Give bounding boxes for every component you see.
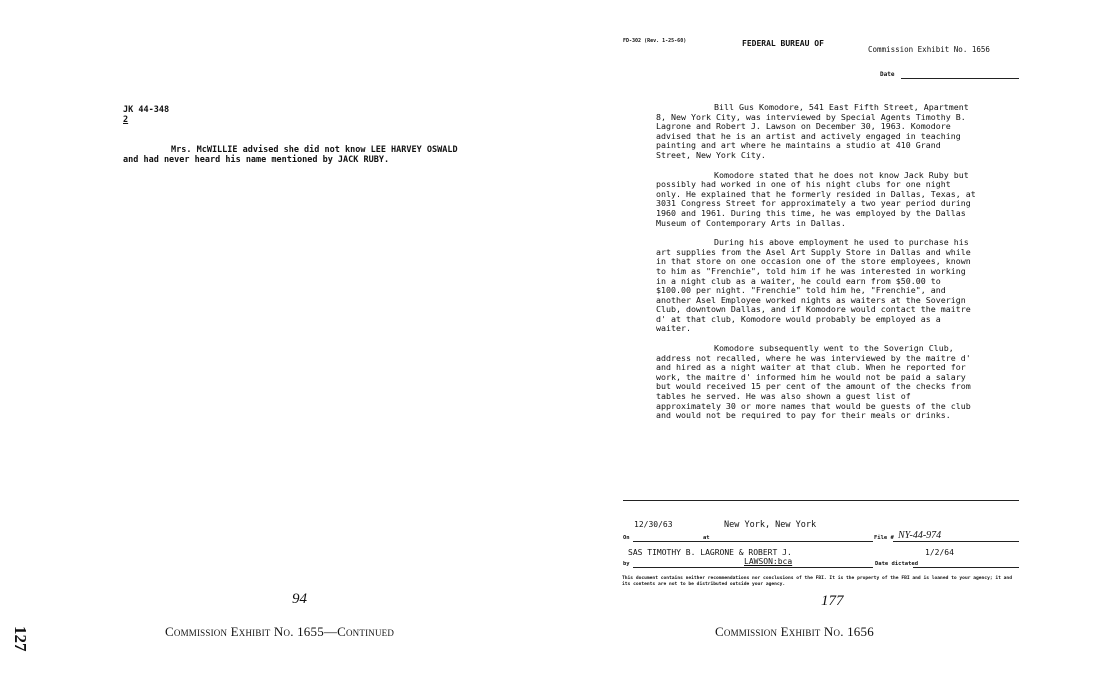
on-label: On [623, 535, 630, 541]
agents-names: SAS TIMOTHY B. LAGRONE & ROBERT J. [628, 548, 792, 557]
file-line [893, 541, 1019, 542]
date-dictated-label: Date dictated [875, 561, 919, 567]
typist-initials: LAWSON:bca [744, 557, 793, 566]
paragraph: Komodore subsequently went to the Soverign Club, address not recalled, where he was interviewed by the maitre d' and hired as a night waiter at that club. When he reported for work, the maitre d' informed him he would not be paid a salary but would received 15 per cent of the amount of the checks from tables he served. He was also shown a guest list of approximately 30 or more names that would be guests of the club and would not be required to pay for their meals or drinks. [656, 343, 971, 421]
file-label: File # [874, 535, 894, 541]
paragraph: Bill Gus Komodore, 541 East Fifth Street, Apartment 8, New York City, was interviewed by Special Agents Timothy B. Lagrone and Robert J. Lawson on December 30, 1963. Komodore advised that he is an artist and actively engaged in teaching painting and art where he maintains a studio at 410 Grand Street, New York City. [656, 102, 969, 160]
form-number: FD-302 (Rev. 1-25-60) [623, 38, 687, 44]
file-number-handwritten: NY-44-974 [898, 530, 942, 541]
left-file-line-2: 2 [123, 115, 129, 125]
date-label: Date [880, 71, 895, 78]
left-file-number [123, 105, 169, 125]
fbi-footer-note: This document contains neither recommendations nor conclusions of the FBI. It is the property of the FBI and is loaned to your agency; it and its contents are not to be distributed outside your agency. [622, 576, 1012, 587]
form-rule [623, 500, 1019, 501]
paragraph: During his above employment he used to purchase his art supplies from the Asel Art Supply Store in Dallas and while in that store on one occasion one of the store employees, known to him as "Frenchie", told him if he was interested in working in a night club as a waiter, he could earn from $50.00 to $100.00 per night. "Frenchie" told him he, "Frenchie", and another Asel Employee worked nights as waiters at the Soverign Club, downtown Dallas, and if Komodore would contact the maitre d' at that club, Komodore would probably be employed as a waiter. [656, 237, 971, 334]
date-line [901, 78, 1019, 79]
interview-body [656, 103, 976, 431]
left-exhibit-caption: Commission Exhibit No. 1655—Continued [165, 624, 395, 639]
by-label: by [623, 561, 630, 567]
left-page-number: 94 [292, 591, 307, 607]
left-note: Mrs. McWILLIE advised she did not know LEE HARVEY OSWALD and had never heard his name mentioned by JACK RUBY. [123, 145, 458, 165]
date-dictated-value: 1/2/64 [925, 548, 954, 557]
on-line [633, 541, 873, 542]
margin-page-number: 127 [11, 626, 30, 652]
by-line [633, 567, 873, 568]
left-file-line-1: JK 44-348 [123, 105, 170, 115]
interview-place: New York, New York [724, 520, 817, 530]
paragraph: Komodore stated that he does not know Jack Ruby but possibly had worked in one of his night clubs for one night only. He explained that he formerly resided in Dallas, Texas, at 3031 Congress Street for approximately a two year period during 1960 and 1961. During this time, he was employed by the Dallas Museum of Contemporary Arts in Dallas. [656, 169, 976, 228]
exhibit-label-top: Commission Exhibit No. 1656 [868, 45, 990, 54]
at-label: at [703, 535, 710, 541]
fbi-header: FEDERAL BUREAU OF [742, 39, 824, 48]
right-page-number: 177 [821, 593, 844, 609]
date-dictated-line [913, 567, 1019, 568]
right-exhibit-caption: Commission Exhibit No. 1656 [715, 624, 874, 639]
interview-date: 12/30/63 [634, 520, 673, 529]
